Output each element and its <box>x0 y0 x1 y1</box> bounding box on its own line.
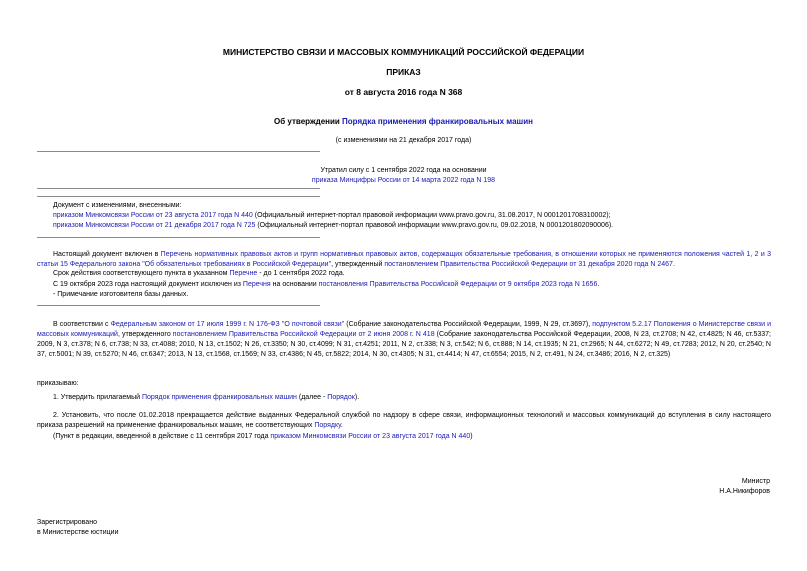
body-text: (Собрание законодательства Российской Федерации, 2008, N 23, ст.2708; N 42, ст.4825; N 46, ст.5337; 2009, N 3, ст.378; N 6, ст.738; N 33, ст.4088; 2010, N 13, ст.1502; N 26, ст.3350; N 30, ст.4099; N 31, ст.4251; 2011, N 2, ст.338; N 3, ст.542; N 6, ст.888; N 14, ст.1935; N 21, ст.2965; N 44, ст.6272; N 49, ст.7283; 2012, N 20, ст.2540; N 37, ст.5001; N 39, ст.5270; N 46, ст.6347; 2013, N 13, ст.1568, ст.1569; N 33, ст.4386; N 45, ст.5822; 2014, N 30, ст.4305; N 31, ст.4414; N 47, ст.6554; 2015, N 2, ст.491, N 24, ст.3486; 2016, N 2, ст.325) <box>37 331 771 358</box>
order-item-2-note <box>37 432 771 442</box>
body-text: (далее - <box>296 394 328 401</box>
registration-line-1: Зарегистрировано <box>37 519 97 526</box>
note-text: на основании <box>270 281 319 288</box>
ministry-title: МИНИСТЕРСТВО СВЯЗИ И МАССОВЫХ КОММУНИКАЦИЙ РОССИЙСКОЙ ФЕДЕРАЦИИ <box>222 47 585 57</box>
order-word: приказываю: <box>37 380 79 387</box>
postanovlenie-1656-link[interactable]: постановления Правительства Российской Федерации от 9 октября 2023 года N 1656 <box>318 281 598 288</box>
perechen-link-2[interactable]: Перечне <box>229 270 258 277</box>
note-text: . <box>597 281 600 288</box>
poryadok-short-link[interactable]: Порядок <box>327 394 355 401</box>
prikaz-440-link[interactable]: приказом Минкомсвязи России от 23 августа 2017 года N 440 <box>270 433 471 440</box>
lost-force-link-line <box>0 176 807 186</box>
body-text: В соответствии с <box>53 321 111 328</box>
title-link[interactable]: Порядка применения франкировальных машин <box>342 117 533 126</box>
body-text: (Собрание законодательства Российской Федерации, 1999, N 29, ст.3697), <box>344 321 593 328</box>
note-paragraph-2 <box>37 269 771 279</box>
postanovlenie-2467-link[interactable]: постановлением Правительства Российской Федерации от 31 декабря 2020 года N 2467 <box>384 261 673 268</box>
note-paragraph-4: - Примечание изготовителя базы данных. <box>53 291 189 298</box>
polozhenie-link[interactable]: подпунктом 5.2.17 Положения о Министерстве связи и массовых коммуникаций <box>37 321 772 338</box>
body-text: ). <box>354 394 360 401</box>
changes-intro <box>37 201 771 211</box>
changes-item-1 <box>37 211 771 221</box>
divider <box>37 196 320 197</box>
changes-intro-text: Документ с изменениями, внесенными: <box>53 202 182 209</box>
order-item-2 <box>37 411 771 431</box>
body-text: 1. Утвердить прилагаемый <box>53 394 142 401</box>
registration-line-2: в Министерстве юстиции <box>37 529 119 536</box>
body-text: (Пункт в редакции, введенной в действие с 11 сентября 2017 года <box>53 433 271 440</box>
change-text-2: (Официальный интернет-портал правовой информации www.pravo.gov.ru, 09.02.2018, N 0001201802090006). <box>255 222 614 229</box>
change-link-2[interactable]: приказом Минкомсвязи России от 21 декабря 2017 года N 725 <box>53 222 256 229</box>
poryadok-link[interactable]: Порядок применения франкировальных машин <box>141 394 297 401</box>
edition-note: (с изменениями на 21 декабря 2017 года) <box>335 137 472 144</box>
note-paragraph-1 <box>37 250 771 270</box>
divider <box>37 151 320 152</box>
postanovlenie-418-link[interactable]: постановлением Правительства Российской Федерации от 2 июня 2008 г. N 418 <box>172 331 435 338</box>
doc-title <box>0 117 807 127</box>
divider <box>37 305 320 306</box>
perechen-link[interactable]: Перечень нормативных правовых актов и групп нормативных правовых актов, содержащих обязательные требования, в отношении которых не применяются положения частей 1, 2 и 3 статьи 15 Федерального закона "Об обязательных требованиях в Российской Федерации" <box>37 251 771 268</box>
basis-paragraph <box>37 320 771 360</box>
body-text: . <box>340 422 343 429</box>
note-paragraph-3 <box>37 280 771 290</box>
law-176-link[interactable]: Федеральным законом от 17 июля 1999 г. N 176-ФЗ "О почтовой связи" <box>110 321 345 328</box>
change-link-1[interactable]: приказом Минкомсвязи России от 23 августа 2017 года N 440 <box>53 212 253 219</box>
doc-type: ПРИКАЗ <box>386 67 421 77</box>
divider <box>37 237 320 238</box>
changes-item-2 <box>37 221 771 231</box>
divider <box>37 188 320 189</box>
note-text: Срок действия соответствующего пункта в указанном <box>53 270 230 277</box>
body-text: , утвержденного <box>117 331 173 338</box>
poryadku-link[interactable]: Порядку <box>314 422 341 429</box>
signature-position: Министр <box>741 478 770 485</box>
note-text: . <box>672 261 675 268</box>
note-text: - до 1 сентября 2022 года. <box>257 270 345 277</box>
note-text: , утвержденный <box>331 261 385 268</box>
lost-force-link[interactable]: приказа Минцифры России от 14 марта 2022 года N 198 <box>311 177 496 184</box>
lost-force-line: Утратил силу с 1 сентября 2022 года на основании <box>320 167 487 174</box>
date-number: от 8 августа 2016 года N 368 <box>344 87 463 97</box>
perechen-link-3[interactable]: Перечня <box>242 281 271 288</box>
body-text: ) <box>470 433 473 440</box>
change-text-1: (Официальный интернет-портал правовой информации www.pravo.gov.ru, 31.08.2017, N 0001201708310002); <box>252 212 611 219</box>
title-prefix: Об утверждении <box>274 117 343 126</box>
note-text: С 19 октября 2023 года настоящий документ исключен из <box>53 281 243 288</box>
body-text: 2. Установить, что после 01.02.2018 прекращается действие выданных Федеральной службой по надзору в сфере связи, информационных технологий и массовых коммуникаций до вступления в силу настоящего приказа разрешений на применение франкировальных машин, не соответствующих <box>37 412 771 429</box>
signature-name: Н.А.Никифоров <box>719 488 770 495</box>
order-item-1 <box>37 393 771 403</box>
note-text: Настоящий документ включен в <box>53 251 161 258</box>
